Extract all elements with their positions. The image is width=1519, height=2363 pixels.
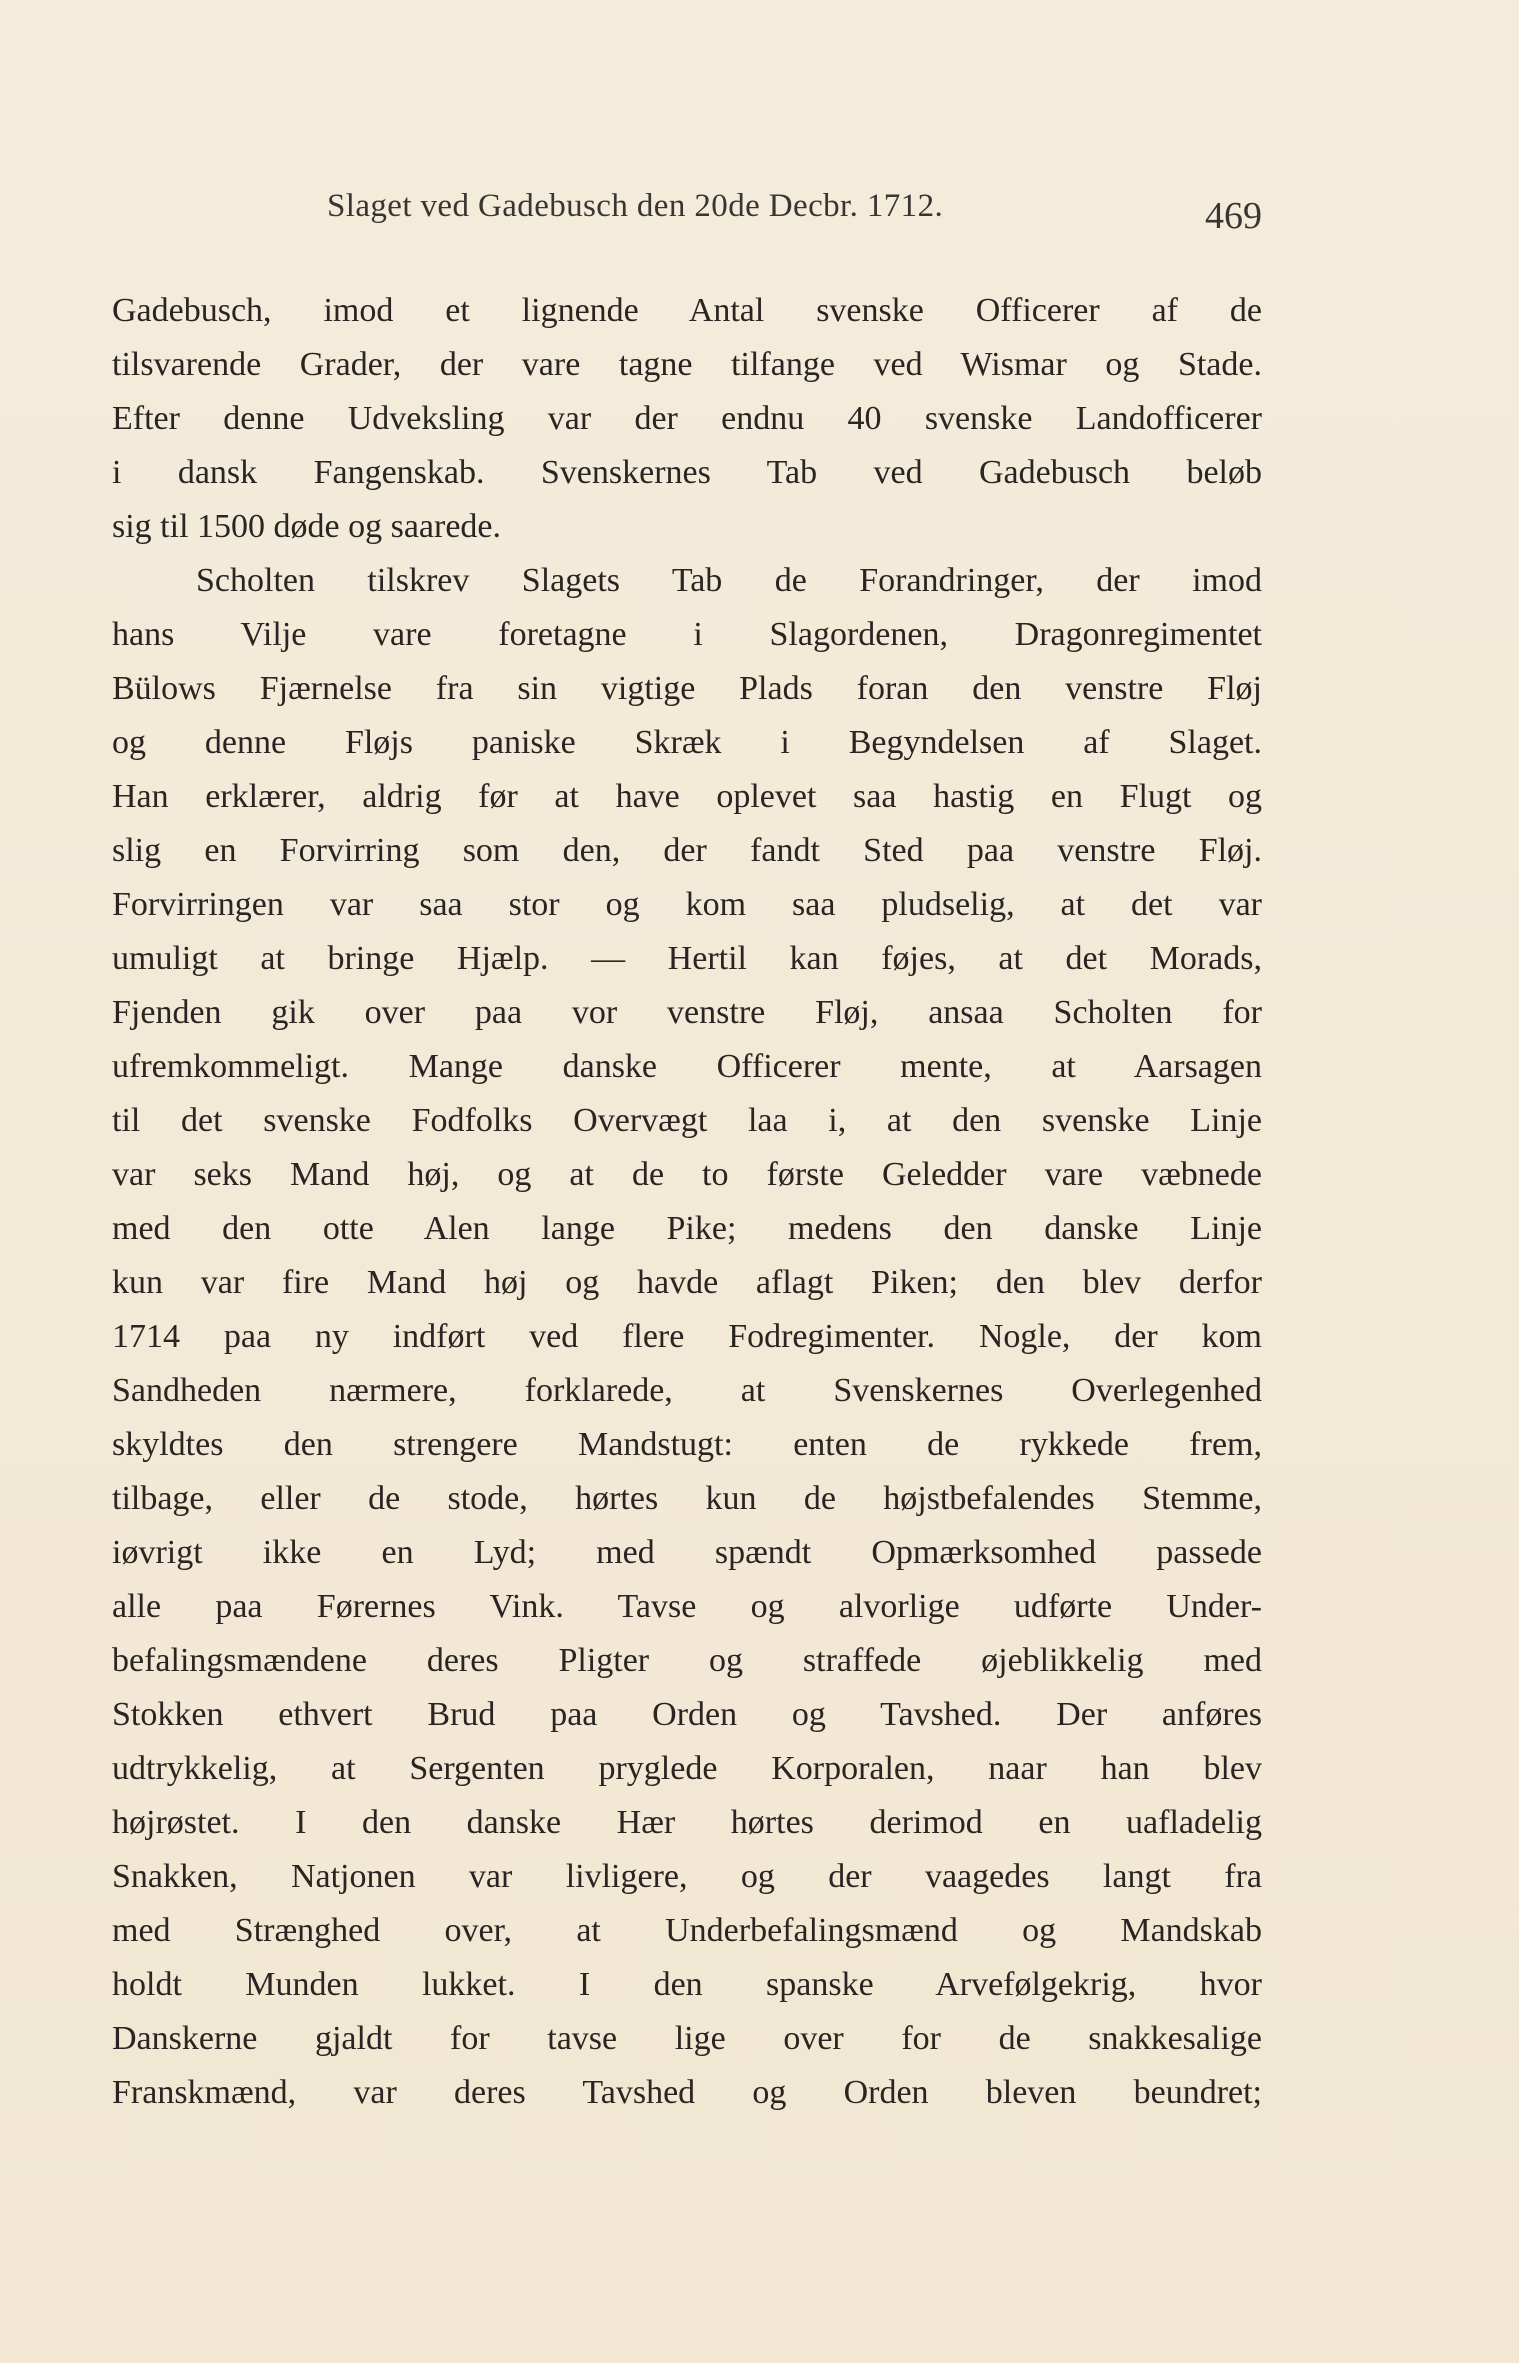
text-line: Efter denne Udveksling var der endnu 40 svenske Landofficerer	[112, 400, 1262, 437]
text-line: Fjenden gik over paa vor venstre Fløj, ansaa Scholten for	[112, 994, 1262, 1031]
text-line: til det svenske Fodfolks Overvægt laa i, at den svenske Linje	[112, 1102, 1262, 1139]
text-line: med Strænghed over, at Underbefalingsmænd og Mandskab	[112, 1912, 1262, 1949]
text-line: højrøstet. I den danske Hær hørtes derimod en uafladelig	[112, 1804, 1262, 1841]
text-line: i dansk Fangenskab. Svenskernes Tab ved Gadebusch beløb	[112, 454, 1262, 491]
text-line: Gadebusch, imod et lignende Antal svenske Officerer af de	[112, 292, 1262, 329]
text-line: holdt Munden lukket. I den spanske Arvefølgekrig, hvor	[112, 1966, 1262, 2003]
text-line: ufremkommeligt. Mange danske Officerer mente, at Aarsagen	[112, 1048, 1262, 1085]
text-line: skyldtes den strengere Mandstugt: enten de rykkede frem,	[112, 1426, 1262, 1463]
text-line: med den otte Alen lange Pike; medens den danske Linje	[112, 1210, 1262, 1247]
text-line: sig til 1500 døde og saarede.	[112, 508, 502, 545]
text-line: var seks Mand høj, og at de to første Geledder vare væbnede	[112, 1156, 1262, 1193]
text-line: slig en Forvirring som den, der fandt Sted paa venstre Fløj.	[112, 832, 1262, 869]
text-line: Franskmænd, var deres Tavshed og Orden bleven beundret;	[112, 2074, 1262, 2111]
running-header-title: Slaget ved Gadebusch den 20de Decbr. 1712.	[327, 188, 944, 224]
text-line: Danskerne gjaldt for tavse lige over for de snakkesalige	[112, 2020, 1262, 2057]
text-line: Snakken, Natjonen var livligere, og der vaagedes langt fra	[112, 1858, 1262, 1895]
text-line: Han erklærer, aldrig før at have oplevet saa hastig en Flugt og	[112, 778, 1262, 815]
text-line: befalingsmændene deres Pligter og straffede øjeblikkelig med	[112, 1642, 1262, 1679]
text-line: hans Vilje vare foretagne i Slagordenen, Dragonregimentet	[112, 616, 1262, 653]
text-line: tilbage, eller de stode, hørtes kun de højstbefalendes Stemme,	[112, 1480, 1262, 1517]
text-line: Stokken ethvert Brud paa Orden og Tavshed. Der anføres	[112, 1696, 1262, 1733]
text-line: kun var fire Mand høj og havde aflagt Piken; den blev derfor	[112, 1264, 1262, 1301]
text-line: og denne Fløjs paniske Skræk i Begyndelsen af Slaget.	[112, 724, 1262, 761]
text-line: Bülows Fjærnelse fra sin vigtige Plads foran den venstre Fløj	[112, 670, 1262, 707]
page-number: 469	[1205, 195, 1262, 237]
text-line: udtrykkelig, at Sergenten pryglede Korporalen, naar han blev	[112, 1750, 1262, 1787]
text-line: Sandheden nærmere, forklarede, at Svenskernes Overlegenhed	[112, 1372, 1262, 1409]
text-line: alle paa Førernes Vink. Tavse og alvorlige udførte Under-	[112, 1588, 1262, 1625]
text-line: umuligt at bringe Hjælp. — Hertil kan føjes, at det Morads,	[112, 940, 1262, 977]
running-header	[112, 188, 1262, 238]
text-line: tilsvarende Grader, der vare tagne tilfange ved Wismar og Stade.	[112, 346, 1262, 383]
body-text	[112, 284, 1262, 2120]
text-line: 1714 paa ny indført ved flere Fodregimenter. Nogle, der kom	[112, 1318, 1262, 1355]
text-line: Forvirringen var saa stor og kom saa pludselig, at det var	[112, 886, 1262, 923]
text-line: iøvrigt ikke en Lyd; med spændt Opmærksomhed passede	[112, 1534, 1262, 1571]
paragraph-start-line: Scholten tilskrev Slagets Tab de Forandringer, der imod	[196, 562, 1262, 599]
